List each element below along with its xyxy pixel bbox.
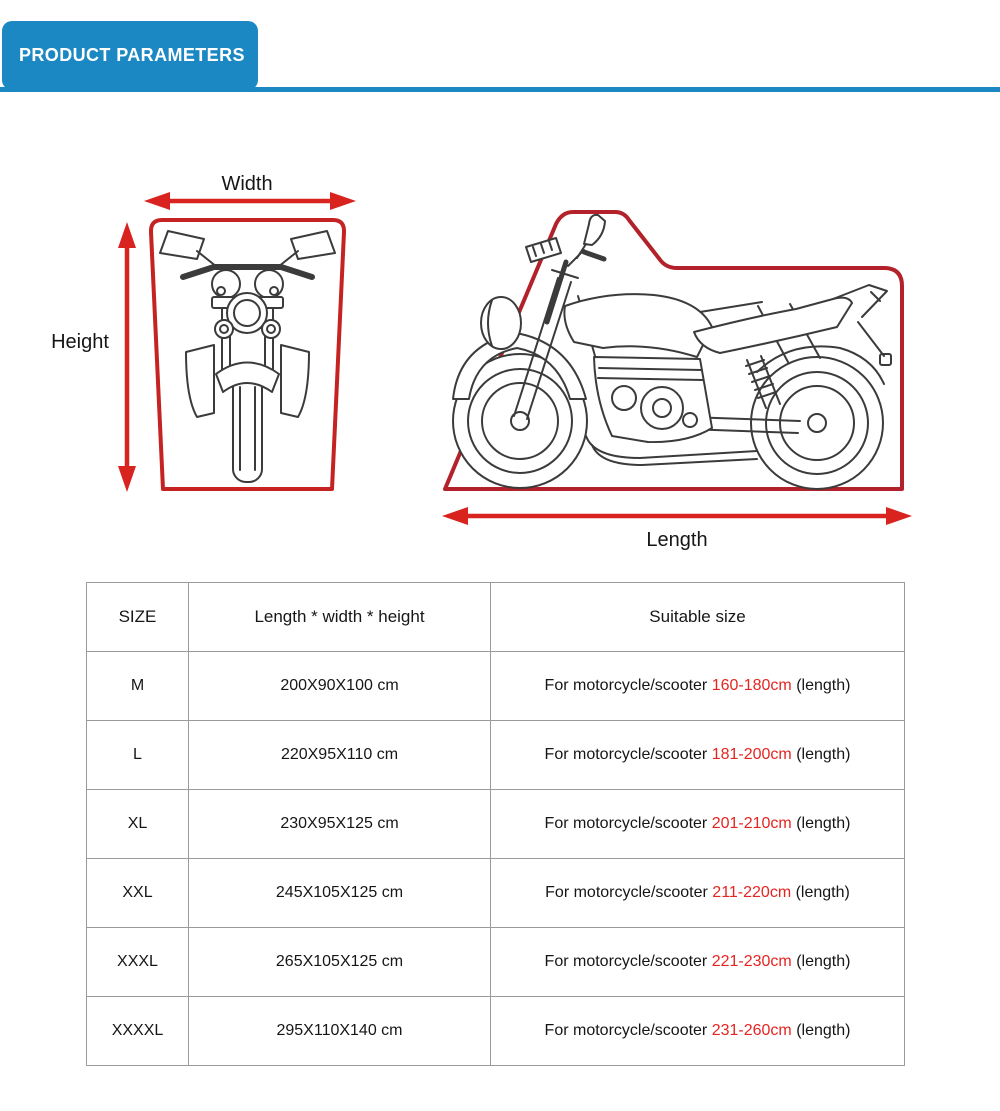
column-header-size: SIZE — [87, 583, 189, 652]
table-header-row — [87, 583, 905, 652]
suitable-size-cell — [491, 997, 905, 1066]
size-cell: XXXXL — [87, 997, 189, 1066]
table-row — [87, 790, 905, 859]
size-range: 211-220cm — [712, 884, 792, 901]
front-view-diagram — [51, 173, 356, 492]
dimensions-cell: 265X105X125 cm — [189, 928, 491, 997]
size-range: 181-200cm — [711, 746, 792, 763]
size-cell: XXL — [87, 859, 189, 928]
size-cell: L — [87, 721, 189, 790]
side-view-diagram — [442, 212, 912, 551]
suitable-text-prefix: For motorcycle/scooter — [544, 815, 712, 832]
column-header-dimensions: Length * width * height — [189, 583, 491, 652]
size-range: 201-210cm — [711, 815, 792, 832]
table-row — [87, 928, 905, 997]
suitable-size-cell — [491, 790, 905, 859]
size-table — [86, 582, 905, 1066]
column-header-suitable: Suitable size — [491, 583, 905, 652]
dimensions-cell: 245X105X125 cm — [189, 859, 491, 928]
suitable-text-suffix: (length) — [791, 677, 851, 694]
size-cell: XXXL — [87, 928, 189, 997]
table-row — [87, 859, 905, 928]
motorcycle-front-art — [160, 231, 335, 482]
suitable-text-suffix: (length) — [791, 746, 851, 763]
size-cell: XL — [87, 790, 189, 859]
suitable-text-suffix: (length) — [791, 815, 851, 832]
length-arrow — [442, 507, 912, 525]
dimensions-cell: 230X95X125 cm — [189, 790, 491, 859]
dimensions-cell: 200X90X100 cm — [189, 652, 491, 721]
size-range: 221-230cm — [711, 953, 792, 970]
size-cell: M — [87, 652, 189, 721]
dimensions-cell: 220X95X110 cm — [189, 721, 491, 790]
height-label: Height — [51, 331, 109, 353]
size-range: 160-180cm — [711, 677, 792, 694]
height-arrow — [118, 222, 136, 492]
suitable-text-suffix: (length) — [791, 953, 851, 970]
suitable-text-prefix: For motorcycle/scooter — [544, 1022, 712, 1039]
suitable-text-suffix: (length) — [791, 884, 850, 901]
table-row — [87, 997, 905, 1066]
suitable-text-suffix: (length) — [791, 1022, 851, 1039]
table-row — [87, 721, 905, 790]
suitable-size-cell — [491, 721, 905, 790]
suitable-text-prefix: For motorcycle/scooter — [544, 953, 712, 970]
suitable-size-cell — [491, 859, 905, 928]
table-row — [87, 652, 905, 721]
dimensions-cell: 295X110X140 cm — [189, 997, 491, 1066]
suitable-size-cell — [491, 928, 905, 997]
suitable-text-prefix: For motorcycle/scooter — [544, 677, 712, 694]
suitable-text-prefix: For motorcycle/scooter — [545, 884, 713, 901]
size-range: 231-260cm — [711, 1022, 792, 1039]
suitable-size-cell — [491, 652, 905, 721]
motorcycle-side-art — [453, 215, 891, 489]
suitable-text-prefix: For motorcycle/scooter — [544, 746, 712, 763]
width-label: Width — [221, 173, 273, 195]
length-label: Length — [646, 529, 708, 551]
badge-label: PRODUCT PARAMETERS — [19, 45, 245, 65]
